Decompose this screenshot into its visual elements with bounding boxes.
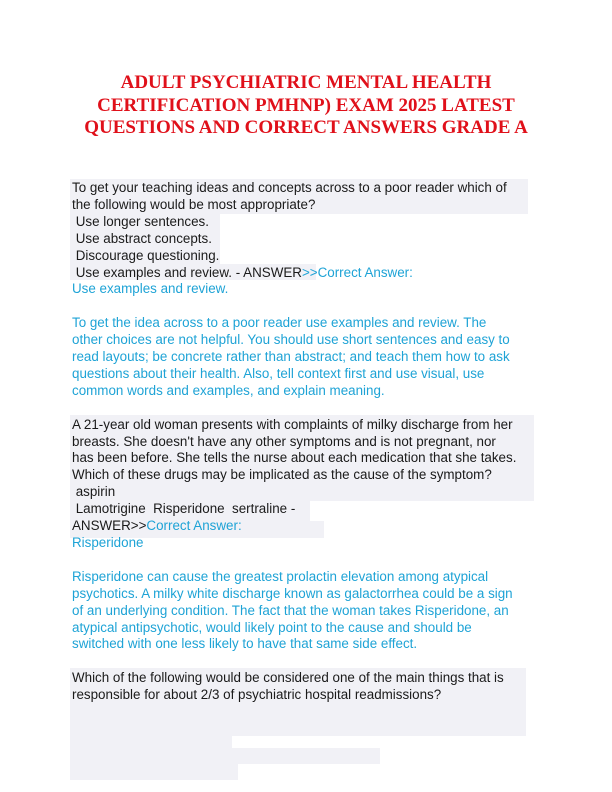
correct-answer-marker: >>Correct Answer: <box>301 264 413 280</box>
question-text: A 21-year old woman presents with complaints of milky discharge from her <box>72 416 513 432</box>
document-body <box>72 180 542 704</box>
title-line: ADULT PSYCHIATRIC MENTAL HEALTH <box>120 72 492 93</box>
answer-rationale <box>72 315 542 400</box>
rationale-line: To get the idea across to a poor reader use examples and review. The <box>72 315 487 331</box>
question-text: Which of the following would be considered one of the main things that is <box>72 670 504 686</box>
document-title <box>60 72 552 140</box>
rationale-line: Risperidone can cause the greatest prolactin elevation among atypical <box>72 568 489 584</box>
correct-answer-marker: Correct Answer: <box>146 518 242 534</box>
rationale-line: of an underlying condition. The fact that the woman takes Risperidone, an <box>72 602 509 618</box>
question-3 <box>72 670 542 704</box>
rationale-line: switched with one less likely to have that same side effect. <box>72 636 418 652</box>
answer-option: Use abstract concepts. <box>72 230 212 246</box>
correct-answer: Risperidone <box>72 535 144 550</box>
correct-answer: Use examples and review. <box>72 281 229 297</box>
title-line: QUESTIONS AND CORRECT ANSWERS GRADE A <box>84 117 528 138</box>
rationale-line: other choices are not helpful. You should use short sentences and easy to <box>72 332 510 348</box>
question-text: responsible for about 2/3 of psychiatric hospital readmissions? <box>72 687 442 703</box>
title-line: CERTIFICATION PMHNP) EXAM 2025 LATEST <box>97 94 515 116</box>
rationale-line: questions about their health. Also, tell context first and use visual, use <box>72 365 485 381</box>
highlight-block <box>70 748 380 764</box>
rationale-line: psychotics. A milky white discharge known as galactorrhea could be a sign <box>72 585 513 601</box>
rationale-line: read layouts; be concrete rather than abstract; and teach them how to ask <box>72 349 510 365</box>
answer-option: Use examples and review. - ANSWER <box>72 264 302 280</box>
answer-option-line <box>72 518 542 535</box>
answer-option: Lamotrigine Risperidone sertraline - <box>72 501 296 517</box>
answer-prefix: ANSWER>> <box>72 518 147 534</box>
highlight-block <box>70 764 238 780</box>
answer-option: Discourage questioning. <box>72 247 220 263</box>
rationale-line: atypical antipsychotic, would likely point to the cause and should be <box>72 619 472 635</box>
answer-option: Use longer sentences. <box>72 213 209 229</box>
question-1 <box>72 180 542 400</box>
question-text: To get your teaching ideas and concepts across to a poor reader which of <box>72 180 507 195</box>
rationale-line: common words and examples, and explain meaning. <box>72 382 385 398</box>
answer-option: aspirin <box>72 484 116 500</box>
question-text: has been before. She tells the nurse about each medication that she takes. <box>72 450 517 466</box>
question-text: Which of these drugs may be implicated as the cause of the symptom? <box>72 467 492 483</box>
question-text: breasts. She doesn't have any other symptoms and is not pregnant, nor <box>72 433 496 449</box>
answer-option-line <box>72 265 542 282</box>
question-2 <box>72 417 542 654</box>
answer-rationale <box>72 569 542 654</box>
question-text: the following would be most appropriate? <box>72 196 316 212</box>
